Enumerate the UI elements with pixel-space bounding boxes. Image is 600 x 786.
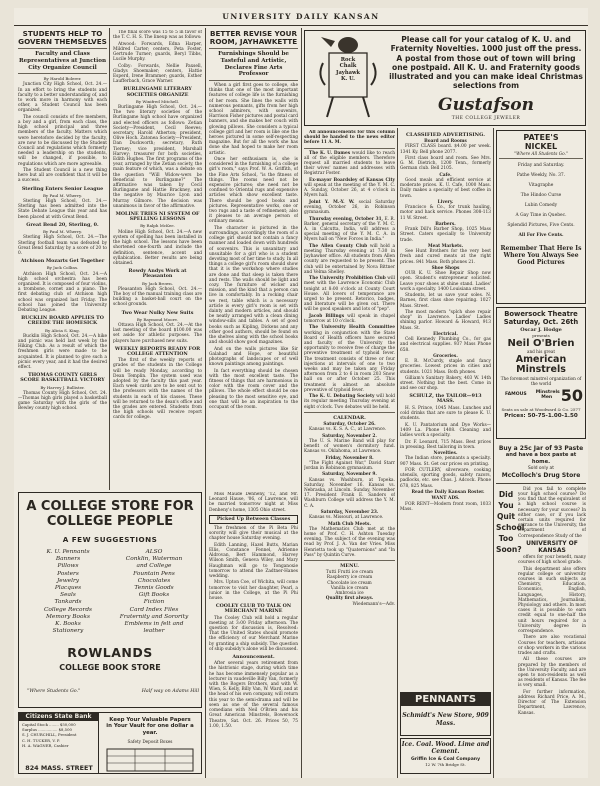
column-2 bbox=[113, 30, 202, 488]
calendar-date: Saturday, November 9. bbox=[322, 472, 377, 478]
paragraph: The character is pictured in the surroundings, accordingly the room of a college girl should not contain a fancy manner and loaded down with hundreds of souvenirs. This is unsanitary and unsuitable for a girl who is a student devoting most of her time to study. In all things a college girl's room should show that it is the workshop where studies are done and that sleep is taken there and rests. The walls should be light and cozy. The furniture of wicker and mission, and the kind that a person can live in comfortably. In a rocking chair we rest, table which is a necessary article is every girl's room is set with dainty and modern articles, and should be neatly arranged with a clean dining window-sills and tables. A set of good books such as Kipling, Dickens and any other good authors, should be found on the shelves along with the school books and should show good magazines. bbox=[209, 225, 298, 346]
paragraph: offers for your benefit, many courses of high school grade. bbox=[518, 555, 586, 566]
menu-head: MENU. bbox=[340, 563, 359, 570]
ann-head: Thursday evening, October 31, bbox=[309, 216, 384, 222]
bowersock-prices: Prices: 50-75-1.00-1.50 bbox=[504, 412, 578, 419]
item-head: Great Bend 20, Sterling, 0. bbox=[26, 221, 99, 228]
bank-ad bbox=[18, 712, 202, 774]
calendar-entry bbox=[304, 472, 395, 508]
bank-line: Surplus ................ $8,500 bbox=[22, 727, 72, 733]
bank-line: C. H. TUCKER, V. P. bbox=[22, 737, 60, 743]
patee-line: All For Five Cents. bbox=[518, 233, 564, 239]
classified-row: First class board and room. See Mrs. G. M. Dietrich, 1200 Tenn., formerly German club. Bell 2105. bbox=[400, 156, 491, 172]
item-head: Two Wear Nulky New Suits bbox=[121, 309, 194, 316]
suggestion-item: Conklin, Waterman bbox=[125, 556, 183, 563]
classified-row: Francisco & Co., for trunk hauling, motor and hack service. Phones 308-113 11 W. Street. bbox=[400, 205, 491, 221]
bowersock-fifty bbox=[499, 387, 583, 404]
calendar-entry bbox=[304, 422, 395, 432]
classified-row: See Hunt Brothers for the very best fresh and cured meats at the right prices. 841 Mass. Both phones 21. bbox=[400, 249, 491, 265]
college-store-ad bbox=[18, 492, 202, 708]
paste-line: Buy a 25c Jar of 93 Paste bbox=[498, 445, 584, 452]
paragraph: After several years retirement from the histrionic stage, during which time he has become immensely popular as a lecturer in vaudeville Billy Van, formerly with the Rogers Brothers, and with W. Wien, S. Kelly, Billy Van, W. Ward, and at the head of his own company, will return this year to the semi-drama and will be seen as one of the several famous comedians with Neil O'Brien and his Great American Minstrels, Bowersock Theatre, Sat. Oct. 26. Prices 50, 75 1.00, 1.50. bbox=[209, 661, 298, 729]
item-head: MOLINE TRIES NI SYSTEM OF SPELLING LESSONS bbox=[115, 211, 200, 223]
news-item bbox=[18, 223, 107, 256]
classified-row: The Indian store, pennants a specialty. 907 Mass. St. Get our prices on printing. bbox=[400, 456, 491, 467]
suggestion-item: K. U. Pennants bbox=[46, 549, 90, 555]
patee-line: Splendid Pictures, Five Cents. bbox=[507, 223, 575, 229]
suggestion-item: College Records bbox=[43, 606, 93, 613]
classified-head: CLASSIFIED ADVERTISING. bbox=[406, 132, 485, 138]
classified-row: FIRST CLASS board. $4.00 per week. 1341 Ky. Bell phone 2077. bbox=[400, 144, 491, 155]
paragraph: The freshmen of the Pi Beta Phi sorority will give their musical at the chapter house Saturday evening. bbox=[209, 526, 298, 542]
patee-line: Vitagraphe bbox=[528, 183, 554, 189]
suggestion-item: Card Index Files bbox=[129, 606, 179, 613]
news-item bbox=[113, 347, 202, 421]
bank-lines bbox=[19, 721, 98, 749]
keep-papers bbox=[101, 717, 199, 774]
article-paras bbox=[18, 82, 107, 183]
news-item bbox=[113, 212, 202, 266]
suggestion-item: Tennis Goods bbox=[134, 585, 174, 592]
picked-head-box bbox=[209, 515, 298, 524]
gustafson-ad-text: Please call for your catalog of K. U. and Fraternity Novelties. 1000 just off the press. A postal from those out of town will bring one postpaid. All K. U. and Fraternity goods illustrated and you can make ideal Christmas selections from bbox=[389, 35, 583, 91]
suggestions-right bbox=[111, 549, 197, 635]
menu-item: Ambrosia ice bbox=[335, 591, 364, 597]
subhead-students: Faculty and Class Representatives at Junction City Organize Council bbox=[18, 51, 107, 71]
paste-line: McColloch's Drug Store bbox=[501, 472, 581, 480]
suggestion-item: leather bbox=[143, 628, 165, 635]
suggestion-item: Fountain Pens bbox=[133, 570, 175, 577]
bank-left bbox=[19, 713, 99, 773]
rowlands-motto: "Where Students Go." bbox=[27, 689, 81, 694]
item-byline: By Jack Collins. bbox=[46, 265, 79, 271]
menu-item: Wiedemann's—Adv. bbox=[352, 601, 395, 607]
paragraph: There are also vocational Courses for teachers, artisans or shop workers in the various trades and crafts. bbox=[518, 635, 586, 657]
column-6 bbox=[496, 130, 586, 776]
paste-ad bbox=[496, 442, 586, 484]
classified-row: Dr. F. Leonard, 715 Mass. Best prices in pressing. Best tailoring in town. bbox=[400, 439, 491, 450]
item-text: Atchison High School, Oct. 24.—A high school orchestra has been organized. It is composed of four violins, a trombone, cornet and a piano. The first debating club of Atchison high school was organized last Friday. The school has joined the University Debating League. bbox=[18, 271, 107, 313]
paragraph: The council consists of five members, a boy and a girl, from each class, the high school principal and three members of the faculty. Matters which were heretofore decided by the faculty, are now to be discussed by the Student Council and regulations which formerly needed a leadership on the students, will be changed, if possible, to regulations which are more agreeable. bbox=[18, 114, 107, 167]
classified-subhead: Novelties. bbox=[433, 451, 458, 457]
classified-subhead: Cafe. bbox=[439, 172, 452, 178]
newspaper-page bbox=[14, 8, 588, 778]
patee-tag: "Where All Students Go." bbox=[514, 151, 568, 156]
ann-head: The University Prohibition Club bbox=[309, 276, 386, 282]
item-byline: By Raymond Moore. bbox=[136, 316, 179, 322]
ann-text: E. R. Barker, general secretary of the Y. M. C. A. in Calcutta, India, will address a special meeting of the Y. M. C. A. in Myers hall on "New Forces in India." bbox=[304, 216, 395, 243]
classified-subhead: Meat Markets. bbox=[427, 244, 464, 249]
menu-item: Vanilla ice cream bbox=[330, 585, 369, 591]
bowersock-line: FAMOUS bbox=[505, 392, 527, 398]
item-byline: By Winifred Mitchell. bbox=[135, 98, 180, 104]
bowersock-title: Bowersock Theatre bbox=[504, 310, 578, 318]
item-text: Sterling High School, Oct. 24.—Sterling has been admitted into the State Debate League this year and has been placed at with Great Bend. bbox=[18, 199, 107, 220]
classified-subhead: Livery. bbox=[437, 200, 454, 205]
paragraph: Junction City High School, Oct. 24.—In an effort to bring the students and faculty to a better understanding of, and to work more in harmony with each other, a Student Council has been organized. bbox=[18, 82, 107, 114]
calendar-date: Math Club Meets. bbox=[328, 521, 371, 527]
calendar-entry bbox=[304, 522, 395, 558]
masthead: UNIVERSITY DAILY KANSAN bbox=[14, 8, 588, 26]
paragraph: When a girl first goes to college, she thinks that one of the most important features of college life is the furnishing of her room. She lines the walls with numerous pennants, gifts from her high school admirers, with souvenirs, Harrison Fisher pictures and postal card banners, and she makes her couch with glowing pillows. She considers a typical college girl and her room is like one the heroes pictured in some self-respecting magazine. But for all the work she has done she had hoped to make her room artistic. bbox=[209, 82, 298, 156]
suggestion-item: K. Books bbox=[55, 621, 81, 628]
sign-line: Jayhawk bbox=[335, 69, 361, 76]
sign-line: Chalk bbox=[339, 63, 357, 70]
item-text: The first of the weekly reports of grades of the students in the College will be ready Monday, according to Dean Templin. The system used was adopted by the faculty this past year. Each week cards are to be sent out to the professors with the names of the students in each of his classes. These will be returned to the dean's office and the grades are entered. Students from the high schools will receive report cards for college. bbox=[113, 358, 202, 421]
classified-row: The most modern "splch shoe repair shop" in Lawrence. Ladies' Ladies shining parlor. Howard & Howard, 913 Mass. St. bbox=[400, 310, 491, 331]
sign-line: Rock bbox=[340, 57, 356, 63]
bank-name: Citizens State Bank bbox=[19, 713, 98, 721]
classified-row: FOR RENT—Modern front room, 1033 Mass. bbox=[400, 501, 491, 512]
calendar-date: Saturday, October 26. bbox=[323, 422, 376, 428]
suggestion-item: Gift Books bbox=[138, 592, 170, 599]
item-text: Burlingame High School, Oct. 24.—The two literary societies of the Burlingame high school have organized and elected officers as follows: Zetian Society—President, Cecil Reeves; secretary, Harold Atherton; president, Olive Hoch. Zatonea Society—President, Dan Duckworth; secretary, Ruth Tierney; vice president, Marshall Harvey; treasurer for both societies, Edith Hughes. The first programs of the year, arranged by the Zetian society, the main feature of which, was a debate on the question "Will Widow-wers be Beneficial to Burlingame?" The affirmative was taken by Cecil Burlingame and Hattie Brackney, and the negative by Maurice Lyon and Murray Gilmore. The decision was unanimous in favor of the affirmative. bbox=[113, 105, 202, 209]
paragraph: This department also offers regular college or university courses in such subjects as Chemistry, Education, Economics, English, Languages, History, Mathematics, Journalism, Physiology and others. In most cases it is possible to earn credit equal to one-half the unit hours required for a University degree in correspondence. bbox=[518, 566, 586, 635]
classified-subhead: Electrical. bbox=[433, 332, 458, 337]
paragraph: In fact everything should be chosen with the most excellent taste. The fitness of things that are harmonious in color with the room cover and the pillows. The whole effect should be one pleasing to the most sensitive eye, and one that will be an inspiration to the occupant of the room. bbox=[209, 368, 298, 411]
classified-row: Frank Dill's Barber Shop, 1025 Mass Street. Caters specially to University trade. bbox=[400, 227, 491, 243]
classified-subhead: Groceries. bbox=[433, 354, 458, 359]
suggestion-item: Pillows bbox=[57, 563, 79, 570]
bank-line: H. A. WAGNER, Cashier bbox=[22, 742, 69, 748]
classified-list bbox=[400, 144, 491, 512]
paragraph: Atwood: Forwards, Edna Harper, Mildred Carter; centers, Peta Foster, Gertrude Turner; guards, Beryl Tibbs, Lucile Murphy. bbox=[113, 41, 202, 63]
sign-line: K. U. bbox=[341, 76, 355, 83]
suggestion-item: Posters bbox=[57, 570, 79, 577]
column-3-lower bbox=[209, 492, 298, 776]
suggestions-left bbox=[27, 549, 109, 635]
item-text: Pleasanton High School, Oct. 24.—The boy of the manual training class are building a basket-ball court on the school grounds. bbox=[113, 286, 202, 308]
pennants-title: PENNANTS bbox=[401, 693, 490, 706]
menu-item: Chocolate ice cream bbox=[327, 580, 372, 586]
suggestion-item: Chocolates bbox=[137, 577, 171, 584]
suggestion-item: ALSO bbox=[145, 549, 163, 555]
ann-head: The University Health Committee bbox=[309, 325, 395, 331]
calendar-entry bbox=[304, 456, 395, 472]
gustafson-ad bbox=[304, 30, 586, 126]
bowersock-line: American bbox=[515, 353, 567, 365]
gustafson-tag: THE COLLEGE JEWELER bbox=[451, 116, 521, 121]
university-text bbox=[518, 487, 586, 717]
calendar-head: CALENDAR. bbox=[333, 414, 366, 421]
patee-line: The Hindoo Curse bbox=[520, 193, 562, 199]
ann-text: would like to reach all of the eligible members. Therefore request all married students to leave their wives' names and addresses with Registrar Foster. bbox=[304, 150, 395, 177]
suggestion-item: Tankards bbox=[54, 599, 82, 606]
pennants-store: Schmidt's New Store, 909 Mass. bbox=[402, 712, 489, 727]
patee-line: Lubin Comedy bbox=[524, 203, 558, 209]
item-byline: By Ralph McKee. bbox=[140, 223, 175, 229]
paragraph: Once her enthusiasm is, she is considered in the furnishing of a college girl's room," says Prof. W. A. Griffith, of the Fine Arts School, "is the fitness of things. The rooms need not be expensive pictures; she need not be confined to Oriental rugs and expensive articles which show excellent taste. There should be good books and pictures. Representative works, one or two rugs and a taste of refinement; also it pleases to an average person of ordinary means. bbox=[209, 156, 298, 225]
suggestion-item: Emblems in felt and bbox=[124, 621, 184, 628]
item-head: Sterling Enters Senior League bbox=[21, 185, 104, 192]
bowersock-star: Neil O'Brien bbox=[507, 338, 575, 350]
item-head: BURLINGAME LITERARY SOCIETIES ORGANIZE bbox=[123, 86, 192, 98]
bank-address: 824 MASS. STREET bbox=[25, 764, 93, 772]
item-byline: By Paul M. Wherry. bbox=[42, 192, 82, 198]
patee-line: Friday and Saturday. bbox=[517, 163, 565, 169]
suggestion-item: and College bbox=[136, 563, 172, 570]
headline-students: STUDENTS HELP TO GOVERN THEMSELVES bbox=[18, 30, 107, 47]
patee-line: Pathe Weekly, No. 37. bbox=[516, 173, 566, 179]
calendar-text: The U. S. Marine Band will play for benefit of women's dormitory fund. Kansas vs. Oklahoma, at Lawrence. bbox=[304, 438, 395, 455]
item-byline: By Jack Brown. bbox=[142, 280, 173, 286]
quit-school-head: Did You Quit School Too Soon? bbox=[496, 489, 525, 554]
classified-subhead: WANT ADS. bbox=[431, 496, 460, 502]
item-byline: By Paul M. Wherry. bbox=[42, 229, 82, 235]
university-name: UNIVERSITY OF KANSAS bbox=[526, 540, 578, 555]
item-head: Rowdy Andys Work at Pleasanton bbox=[128, 268, 187, 280]
classified-row: Gilliam's Sanitary Bakery, 403 W. 14th street. Nothing but the best. Come in and see our shop. bbox=[400, 376, 491, 392]
news-item bbox=[18, 259, 107, 313]
paragraph: The Cooley Club will hold a regular meeting at 3:00 Friday afternoon. The question for discussion is, Resolved: That the United States should promote the efficiency of our Merchant Marine by granting a ship subsidy. The question of ship subsidy's alone will be discussed. bbox=[209, 615, 298, 652]
ann-head: The K. U. Dames bbox=[309, 150, 351, 156]
ann-text: will hold a meeting Thursday evening at 7:30 in Jayhawker office. All students from Allen county are requested to be present. The club will be entertained by Nova Bittner and Velma Shelley. bbox=[304, 243, 395, 275]
paragraph: Edith Lanning, Hazel Butts, Marian Ellis, Constance Fennel, Adrienne Aldrovan, Bert Hammond, Harvey Wilson Smith, Geneva Wiley, and Mary Haughman will go to Tonganoxie tomorrow to attend the Zadtner-Hanes wedding. bbox=[209, 542, 298, 580]
picked-head: Picked Up Between Classes bbox=[216, 515, 291, 522]
suggestion-item: Banners bbox=[55, 556, 81, 563]
classified-subhead: Barbers. bbox=[435, 222, 456, 227]
ice-ad bbox=[400, 738, 491, 774]
column-3 bbox=[209, 30, 298, 488]
ann-text: working in conjunction with the State Board of Health officers have secured and faculty of the University the opportunity to receive free of charge the preventive treatment of typhoid fever. The treatment consists of three or four injections at intervals of one to two weeks and may be taken any Friday afternoon from 2 to 6 in room 203 Snow hall on or after October 25. This treatment is almost an absolute preventive of typhoid fever. bbox=[304, 330, 395, 393]
ann-head: The K. U. Debating Society bbox=[309, 394, 375, 400]
announcement-head: Announcement. bbox=[232, 654, 275, 661]
sign-text bbox=[329, 57, 367, 83]
ice-company: Griffin Ice & Coal Company bbox=[410, 757, 481, 763]
rowlands-sub: COLLEGE BOOK STORE bbox=[59, 663, 161, 672]
news-item bbox=[18, 373, 107, 411]
paragraph: Miss Maude Denheny, '12, and Mr. Leonard Hause, '06, of Lawrence, will be married tomorrow night at Miss Denheny's home, 1305 Ohio street. bbox=[209, 492, 298, 513]
classified-subhead: Shoe Shops bbox=[431, 266, 460, 271]
patee-line: A Gay Time in Quebec. bbox=[515, 213, 567, 219]
classified-row: Cell Kennedy Plumbing Co., for gas and electrical supplies. 937 Mass Phone 658. bbox=[400, 337, 491, 353]
paragraph: For further information, address Richard Price, A. M., Director of The Extension Department, Lawrence, Kansas. bbox=[518, 689, 586, 716]
classified-row: Good meals and efficient service at moderate prices. K. U. Cafe, 1000 Mass. Daily makes a specialty of best coffee in town. bbox=[400, 178, 491, 199]
column-1 bbox=[18, 30, 107, 488]
bowersock-line: presents bbox=[532, 333, 550, 339]
patee-remember: Remember That Here Is Where You Always See Good Pictures bbox=[500, 245, 582, 267]
suggestion-item: Jewelry bbox=[56, 577, 80, 584]
announcement-notice: All announcements for this column should be handed to the news editor before 11 A. M. bbox=[304, 130, 395, 146]
item-text: Bucklin High School, Oct. 24.—A hike and picnic was held last week by the Hiking Club. As a result of which the freshmen girls were made to be acquainted. It is planned to give such a picnic every year, and it had the desired effect. bbox=[18, 333, 107, 370]
classified-subhead: Board and Rooms bbox=[424, 139, 467, 145]
item-text: Ottawa High School, Oct. 24.—At the last meeting of the board $100.00 was set aside for athletic purposes. The players have purchased new suits. bbox=[113, 322, 202, 344]
classified-row: FOR CUTLERY, silverware, cooking utensils, sporting goods, safety razors, padlocks, etc. see Chas. J. Adcock. Phone 678, 825 Mass. bbox=[400, 468, 491, 489]
ice-title: Ice. Coal. Wood. Lime and Cement. bbox=[401, 741, 490, 756]
bowersock-line: and his great bbox=[526, 349, 556, 355]
calendar-entry bbox=[304, 510, 395, 520]
news-item bbox=[113, 311, 202, 344]
calendar-text: Kansas vs. K. S. A. C., at Lawrence. bbox=[309, 427, 387, 433]
bowersock-line: The foremost minstrel organization of the world bbox=[500, 375, 582, 386]
classified-row: OUR K. U. Shoe Repair Shop now open. Student's entrepreneur solicited. Leave your shoes at shine stand. Ladies' work a specialty. 1400 Louisiana street. bbox=[400, 271, 491, 292]
ann-text: will meet with the Lawrence Economic Club tonight at 8:00 o'clock at County Court House. All lovers of temperance are urged to be present. Retorico, badges, and literature will be given out. There will be good speakers and lots of "pep". bbox=[304, 276, 395, 313]
subhead-room: Furnishings Should be Tasteful and Artistic, Declares Fine Arts Professor bbox=[218, 51, 289, 78]
keep-line: in Your Vault for one dollar a year. bbox=[106, 723, 194, 736]
bowersock-line: Minstrels Men bbox=[535, 389, 560, 401]
bank-line: S. J. CHURCHILL, President bbox=[22, 732, 77, 738]
calendar-date: Saturday, November 23. bbox=[320, 510, 379, 516]
headline-room: BETTER REVISE YOUR ROOM, JAYHAWKETTE bbox=[209, 30, 298, 47]
paragraph: And on the walls pictures like Sir Galahad and Hope, or beautiful photographs of landscapes or of well known paintings among paintings. bbox=[209, 346, 298, 368]
classified-row: K. U. Pantatorium and Dye Works—1409 La. Phone 1408. Cleaning and ladies work a specialty. bbox=[400, 422, 491, 439]
item-byline: By Alicia S. King. bbox=[45, 327, 80, 333]
rowlands-location: Half way on Adams Hill bbox=[141, 689, 199, 694]
paste-line: and have a box paste at home. bbox=[505, 452, 577, 466]
keep-line: Safety Deposit Boxes bbox=[127, 739, 173, 745]
classified-subhead: SCHULZ, the TAILOR—913 MASS. bbox=[409, 392, 482, 404]
ann-text: will speak at the meeting of the Y. M. C. A. Sunday, October 26, at 4 o'clock in Myers hall. bbox=[304, 183, 395, 199]
classified-row: Students, let us save your soles. N. Barnes, first class shoe repairing. 1027 Mass. Street. bbox=[400, 293, 491, 309]
classified-row: E. R. McCurdy, staple and fancy groceries. Lowest prices in cities and students. 1021 Mass. Both phones. bbox=[400, 359, 491, 375]
ann-head: The Allen County Club bbox=[309, 243, 368, 249]
item-text: Thomas County High School, Oct. 24.—Thomas high girls played a basketball game Saturday with the girls of the Bewley county high school. bbox=[18, 390, 107, 412]
bowersock-date: Saturday, Oct. 26th bbox=[503, 318, 579, 326]
item-head: THOMAS COUNTY GIRLS SCORE BASKETBALL VICTORY bbox=[20, 372, 105, 384]
gustafson-logo: Gustafson bbox=[438, 95, 534, 115]
ice-address: 12 W. 7th Bridge St. bbox=[425, 762, 466, 768]
patee-lines bbox=[499, 161, 583, 241]
classified-row: H. S. Prince, 1045 Mass. Lunches and cold drinks that are sure to please K. U. students. bbox=[400, 406, 491, 422]
bank-line: Capital Stock ........ $50,000 bbox=[22, 722, 76, 727]
byline: By Harold Bolerer. bbox=[43, 76, 82, 82]
suggestion-item: Fiction bbox=[143, 599, 165, 606]
calendar-text: Kansas vs. Washburn, at Topeka. Saturday, November 16. Kansas vs. Nebraska, at Lincoln. Sunday, November 17. President Frank E. Sanders of Washburn College will address the Y. M. C. A. bbox=[304, 477, 395, 509]
cooley-head: COOLEY CLUB TO TALK ON MERCHANT MARINE bbox=[215, 603, 292, 615]
bowersock-line: Oscar J. Hodge bbox=[520, 327, 562, 333]
item-byline: By Harvey J. Bullister. bbox=[40, 384, 85, 390]
suggestion-item: Fraternity and Sorority bbox=[119, 613, 189, 620]
paste-line: Sold only at bbox=[528, 466, 554, 472]
paragraph: Mrs. Upton Coe, of Wichita, will come tomorrow to visit her daughter, Pearl, a junior in the College, at the Pi Phi house. bbox=[209, 580, 298, 602]
patee-title: NICKEL bbox=[524, 142, 558, 151]
pennants-ad bbox=[400, 692, 491, 736]
suggestion-item: Placques bbox=[54, 585, 82, 592]
menu-list bbox=[304, 570, 395, 606]
news-item bbox=[113, 269, 202, 307]
suggestion-item: Memory Books bbox=[46, 613, 90, 620]
classified-row: Read the Daily Kansan Roster. bbox=[411, 490, 485, 495]
patee-ad bbox=[496, 130, 586, 304]
calendar-text: Kansas vs. Missouri, at Lawrence. bbox=[309, 515, 384, 521]
suggestion-item: Stationery bbox=[52, 628, 84, 635]
ann-text: will speak in chapel tomorrow at 10 o'clock. bbox=[304, 313, 395, 325]
suggestions-head: A FEW SUGGESTIONS bbox=[62, 535, 158, 544]
ann-head: Joint Y. M.-Y. W. bbox=[309, 199, 355, 205]
bowersock-line: 50 bbox=[560, 385, 583, 405]
paragraph: The Student Council is a new thing here but all are confident that it will be a success. bbox=[18, 168, 107, 184]
calendar-date: Saturday, November 2. bbox=[322, 433, 377, 439]
bowersock-line: Minstrels bbox=[516, 363, 566, 375]
vault-icon bbox=[105, 747, 195, 773]
bowersock-ad bbox=[496, 307, 586, 439]
item-head: Atchison Mozarts Get Together bbox=[20, 258, 105, 265]
jayhawk-illustration bbox=[313, 35, 383, 121]
calendar-entry bbox=[304, 434, 395, 455]
item-text: Moline High School, Oct. 24.—A new system of spelling has been installed in the high school. The lessons have been shortened one-fourth and include the definition, sentence, accent and syllabication. Better results are being obtained. bbox=[113, 229, 202, 266]
rowlands-name: ROWLANDS bbox=[67, 645, 153, 660]
bowersock-line: Seats on sale at Woodward & Co. 2577 bbox=[501, 406, 581, 412]
keep-line: Keep Your Valuable Papers bbox=[109, 717, 191, 723]
menu-item: Tutti Frutti ice cream bbox=[325, 570, 374, 576]
ann-text: will hold its regular meeting Thursday evening at eight o'clock. Two debates will be held. bbox=[304, 394, 395, 410]
item-head: BUCKLIN BOARD APPLIES TO CREEDE THE HOMESICK bbox=[21, 315, 104, 327]
calendar-date: Friday, November 8. bbox=[325, 455, 374, 461]
calendar-text: "The Fight Against War," David Starr Jordan in Robinson gymnasium. bbox=[304, 460, 395, 472]
menu-item: Raspberry ice cream bbox=[326, 575, 373, 581]
ann-head: Jacob Billings bbox=[309, 313, 345, 319]
news-item bbox=[18, 187, 107, 220]
calendar-text: The Mathematics Club met at the home of Prof. C. H. Ashton Tuesday evening. The subject of the evening was read by Prof. J. A. Van der Vries. Miss Henrietta took up "Quaternions" and "In Pass" by Quintin Curve. bbox=[304, 526, 395, 558]
item-text: Sterling High School, Oct. 24.—The Sterling football team was defeated by Great Bend Saturday by a score of 20 to 0. bbox=[18, 235, 107, 256]
college-store-headline: A COLLEGE STORE FOR COLLEGE PEOPLE bbox=[26, 499, 194, 529]
news-item bbox=[18, 316, 107, 370]
news-item bbox=[113, 87, 202, 209]
paragraph: Did you fail to complete your high school course? Do you find that the equivalent of a high school course is necessary for your success? In either case, or if you lack certain units required for entrance to the University, the Department of Correspondence Study of the bbox=[518, 486, 586, 539]
ann-head: Ex-mayor Boardsley of Kansas City bbox=[309, 177, 395, 183]
paragraph: The final score was 15 to 5 in favor of the T. C. H. S. The lineup was as follows: bbox=[113, 30, 202, 41]
university-ad bbox=[496, 487, 586, 776]
paragraph: Colby: Forwards, Nellie Paxsell, Gladys Shoemaker; centers, Hattie Esperd, Irene Brammer; guards, Esther Laufferbach, Grace Warner. bbox=[113, 63, 202, 85]
menu-item: Quality first always. bbox=[325, 596, 374, 602]
classified-column bbox=[400, 130, 491, 690]
item-head: WEEKLY REPORTS READY FOR COLLEGE ATTENTION bbox=[114, 345, 201, 357]
suggestion-item: Seals bbox=[60, 592, 76, 599]
ann-text: social Saturday evening, October 26, in Robinson gymnasium. bbox=[304, 199, 395, 216]
patee-title: PATEE'S bbox=[523, 133, 559, 142]
paragraph: All these courses are prepared by the members of the University Faculty, and are open to non-residents as well as residents of Kansas. The fee is very small. bbox=[518, 657, 586, 689]
column-4 bbox=[304, 130, 395, 776]
